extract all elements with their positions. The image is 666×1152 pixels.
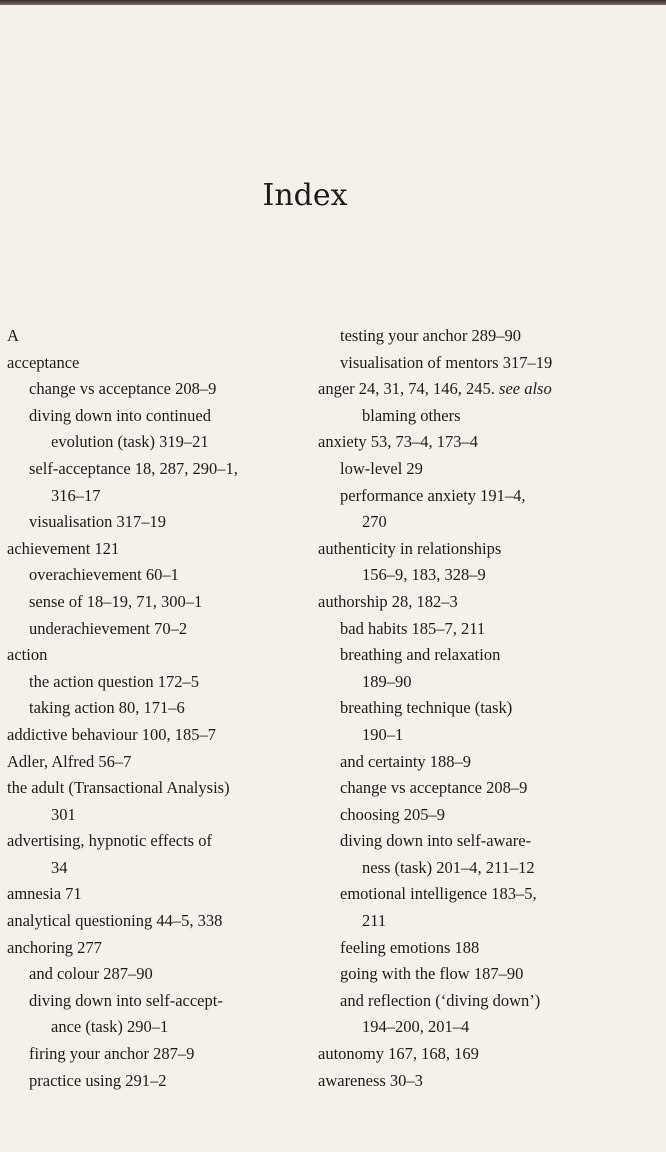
index-subentry <box>318 350 628 377</box>
index-entry-text: practice using 291–2 <box>29 1070 167 1090</box>
index-entry-text: going with the flow 187–90 <box>340 964 524 984</box>
index-entry-text: emotional intelligence 183–5, <box>340 884 537 904</box>
index-subentry <box>318 828 628 855</box>
index-entry-continuation <box>7 483 317 510</box>
index-entry <box>318 429 628 456</box>
index-entry-text: 316–17 <box>51 485 101 505</box>
index-entry-text: the adult (Transactional Analysis) <box>7 778 230 798</box>
index-entry-text: breathing technique (task) <box>340 698 513 718</box>
index-entry-text: amnesia 71 <box>7 884 82 904</box>
index-entry <box>318 1041 628 1068</box>
index-entry <box>7 642 317 669</box>
index-entry-text: ance (task) 290–1 <box>51 1017 169 1037</box>
index-entry <box>318 376 628 403</box>
index-entry-text: the action question 172–5 <box>29 671 200 691</box>
index-entry <box>318 1068 628 1095</box>
index-entry-text: blaming others <box>362 405 461 425</box>
index-subentry <box>7 695 317 722</box>
index-entry-text: visualisation of mentors 317–19 <box>340 352 553 372</box>
index-entry-continuation <box>318 669 628 696</box>
index-subentry <box>318 775 628 802</box>
index-entry-text: bad habits 185–7, 211 <box>340 618 486 638</box>
index-subentry <box>318 749 628 776</box>
index-entry-text: addictive behaviour 100, 185–7 <box>7 724 216 744</box>
index-entry-text: 189–90 <box>362 671 412 691</box>
index-entry <box>7 749 317 776</box>
index-entry-text: diving down into self-aware- <box>340 831 532 851</box>
index-entry-text: achievement 121 <box>7 538 120 558</box>
index-subentry <box>7 961 317 988</box>
index-entry-text: testing your anchor 289–90 <box>340 326 522 345</box>
index-entry <box>318 589 628 616</box>
index-subentry <box>7 509 317 536</box>
index-entry-text: and certainty 188–9 <box>340 751 472 771</box>
index-entry-text: and colour 287–90 <box>29 964 153 984</box>
index-entry <box>318 536 628 563</box>
index-entry-text: choosing 205–9 <box>340 804 445 824</box>
index-entry-text: analytical questioning 44–5, 338 <box>7 911 223 931</box>
index-subentry <box>7 562 317 589</box>
index-entry-text: Adler, Alfred 56–7 <box>7 751 132 771</box>
index-entry-continuation <box>318 722 628 749</box>
index-subentry <box>7 616 317 643</box>
index-entry-text: anxiety 53, 73–4, 173–4 <box>318 432 478 452</box>
index-entry-text: taking action 80, 171–6 <box>29 698 185 718</box>
index-entry-text: and reflection (‘diving down’) <box>340 990 541 1010</box>
index-column-left <box>7 323 317 1094</box>
index-entry <box>7 935 317 962</box>
index-entry-continuation <box>7 429 317 456</box>
index-entry-text: anchoring 277 <box>7 937 102 957</box>
index-subentry <box>318 961 628 988</box>
index-entry <box>7 722 317 749</box>
index-entry-text: feeling emotions 188 <box>340 937 480 957</box>
index-entry-continuation <box>7 802 317 829</box>
index-entry-text: acceptance <box>7 352 80 372</box>
index-subentry <box>7 1068 317 1095</box>
page-top-edge <box>0 0 666 5</box>
index-entry-text: 156–9, 183, 328–9 <box>362 565 486 585</box>
index-subentry <box>318 616 628 643</box>
index-entry-continuation <box>318 403 628 430</box>
index-subentry <box>318 802 628 829</box>
index-subentry <box>318 483 628 510</box>
index-entry-continuation <box>7 855 317 882</box>
index-entry-text: sense of 18–19, 71, 300–1 <box>29 591 203 611</box>
index-subentry <box>7 376 317 403</box>
index-entry <box>7 350 317 377</box>
index-entry-text: visualisation 317–19 <box>29 512 167 532</box>
index-entry <box>7 775 317 802</box>
index-section-letter <box>7 323 317 350</box>
see-also-reference: see also <box>499 379 552 399</box>
index-subentry <box>318 323 628 350</box>
index-subentry <box>318 695 628 722</box>
index-entry-text: diving down into continued <box>29 405 211 425</box>
index-entry <box>7 828 317 855</box>
index-subentry <box>318 456 628 483</box>
index-subentry <box>7 669 317 696</box>
index-entry-continuation <box>318 509 628 536</box>
index-entry-text: evolution (task) 319–21 <box>51 432 209 452</box>
page-title: Index <box>262 178 348 213</box>
index-subentry <box>318 881 628 908</box>
index-entry-continuation <box>318 908 628 935</box>
index-subentry <box>7 988 317 1015</box>
index-column-right <box>318 323 628 1094</box>
index-entry <box>7 536 317 563</box>
index-entry-text: self-acceptance 18, 287, 290–1, <box>29 458 238 478</box>
index-subentry <box>318 642 628 669</box>
index-entry-text: 211 <box>362 911 387 931</box>
index-entry-text: firing your anchor 287–9 <box>29 1044 195 1064</box>
index-entry <box>7 881 317 908</box>
index-entry-text: ness (task) 201–4, 211–12 <box>362 857 535 877</box>
index-entry-text: 270 <box>362 512 387 532</box>
index-subentry <box>7 403 317 430</box>
index-entry-text: action <box>7 645 48 665</box>
index-entry-text: authorship 28, 182–3 <box>318 591 458 611</box>
index-subentry <box>318 988 628 1015</box>
index-subentry <box>7 589 317 616</box>
index-subentry <box>318 935 628 962</box>
index-entry <box>7 908 317 935</box>
index-entry-text: A <box>7 326 19 345</box>
index-entry-text: autonomy 167, 168, 169 <box>318 1044 479 1064</box>
index-subentry <box>7 456 317 483</box>
index-entry-text: low-level 29 <box>340 458 423 478</box>
index-subentry <box>7 1041 317 1068</box>
index-entry-text: advertising, hypnotic effects of <box>7 831 212 851</box>
index-entry-text: anger 24, 31, 74, 146, 245. <box>318 379 495 399</box>
index-entry-text: awareness 30–3 <box>318 1070 423 1090</box>
index-entry-text: 301 <box>51 804 76 824</box>
index-entry-continuation <box>318 855 628 882</box>
index-entry-text: change vs acceptance 208–9 <box>340 778 528 798</box>
index-entry-text: 194–200, 201–4 <box>362 1017 470 1037</box>
index-entry-text: authenticity in relationships <box>318 538 502 558</box>
index-entry-text: diving down into self-accept- <box>29 990 223 1010</box>
index-entry-continuation <box>318 1014 628 1041</box>
index-entry-text: performance anxiety 191–4, <box>340 485 526 505</box>
index-entry-text: change vs acceptance 208–9 <box>29 379 217 399</box>
index-entry-text: 190–1 <box>362 724 404 744</box>
index-entry-continuation <box>318 562 628 589</box>
index-entry-continuation <box>7 1014 317 1041</box>
index-entry-text: 34 <box>51 857 68 877</box>
index-entry-text: overachievement 60–1 <box>29 565 179 585</box>
index-entry-text: breathing and relaxation <box>340 645 501 665</box>
index-entry-text: underachievement 70–2 <box>29 618 188 638</box>
